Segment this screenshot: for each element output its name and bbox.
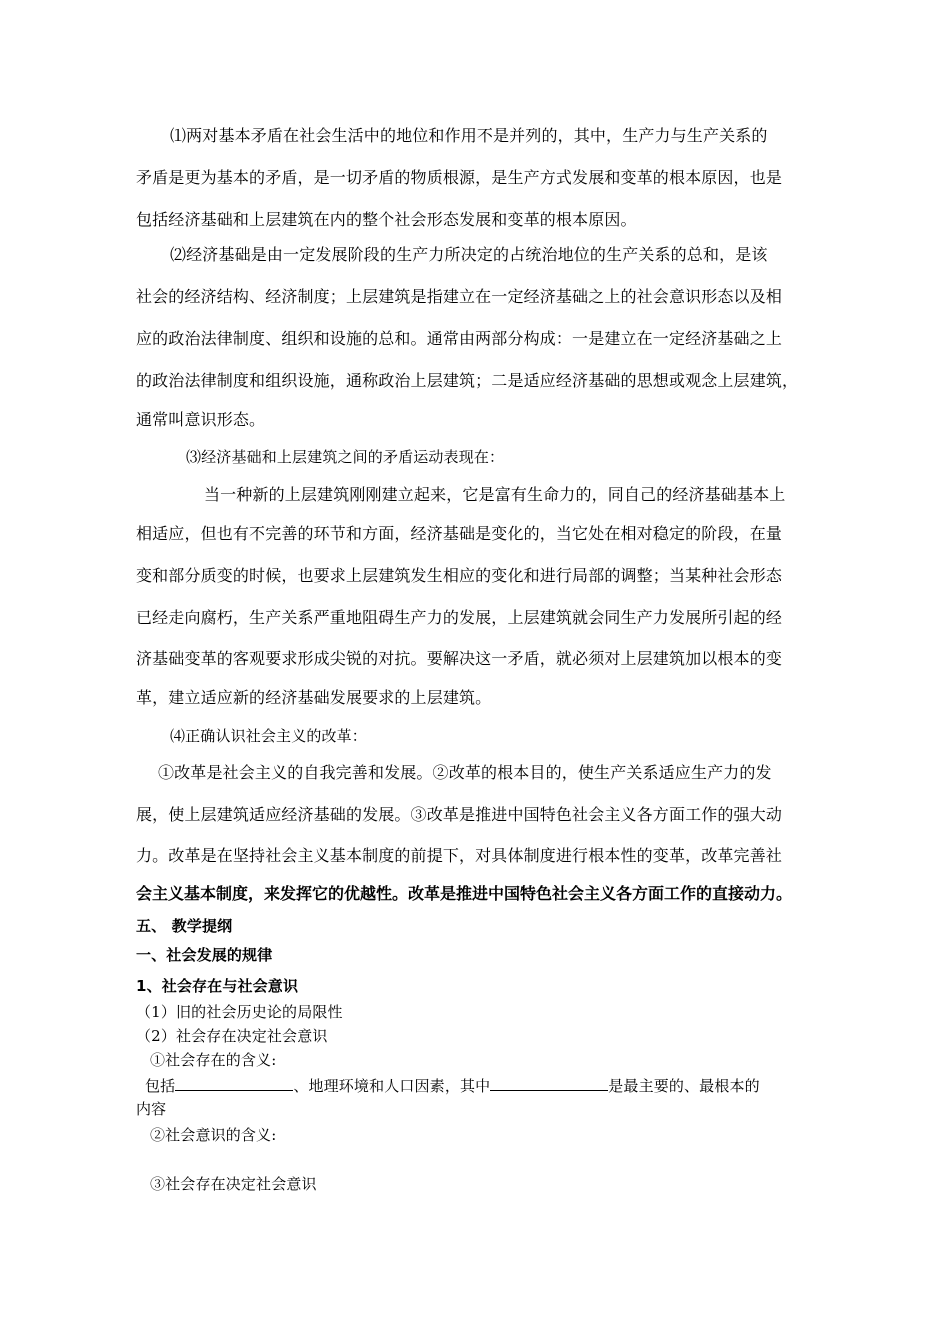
- paragraph-2-line-3: 应的政治法律制度、组织和设施的总和。通常由两部分构成：一是建立在一定经济基础之上: [136, 329, 783, 348]
- section-five-heading: 五、 教学提纲: [136, 917, 233, 935]
- paragraph-2-line-1: ⑵经济基础是由一定发展阶段的生产力所决定的占统治地位的生产关系的总和，是该: [170, 245, 768, 264]
- paragraph-3-line-5: 济基础变革的客观要求形成尖锐的对抗。要解决这一矛盾，就必须对上层建筑加以根本的变: [136, 649, 783, 668]
- question-1-fill-line: [145, 1075, 760, 1096]
- fill-blank-2[interactable]: [490, 1075, 608, 1091]
- question-1-middle: 、地理环境和人口因素，其中: [293, 1077, 491, 1095]
- paragraph-3-line-1: 当一种新的上层建筑刚刚建立起来，它是富有生命力的，同自己的经济基础基本上: [204, 485, 786, 504]
- question-3-label: ③社会存在决定社会意识: [150, 1175, 317, 1193]
- paragraph-3-line-3: 变和部分质变的时候，也要求上层建筑发生相应的变化和进行局部的调整；当某种社会形态: [136, 566, 783, 585]
- question-1-label: ①社会存在的含义:: [150, 1051, 277, 1069]
- paragraph-4-line-1: ①改革是社会主义的自我完善和发展。②改革的根本目的，使生产关系适应生产力的发: [158, 763, 772, 782]
- question-2-label: ②社会意识的含义:: [150, 1126, 277, 1144]
- question-1-continuation: 内容: [136, 1100, 167, 1118]
- outline-item-2: （2）社会存在决定社会意识: [136, 1027, 328, 1045]
- paragraph-2-line-5: 通常叫意识形态。: [136, 410, 266, 429]
- paragraph-3-heading: ⑶经济基础和上层建筑之间的矛盾运动表现在：: [186, 448, 505, 466]
- paragraph-1-line-2: 矛盾是更为基本的矛盾，是一切矛盾的物质根源，是生产方式发展和变革的根本原因，也是: [136, 168, 783, 187]
- question-1-prefix: 包括: [145, 1077, 176, 1095]
- question-1-suffix: 是最主要的、最根本的: [608, 1077, 760, 1095]
- paragraph-1-line-1: ⑴两对基本矛盾在社会生活中的地位和作用不是并列的，其中，生产力与生产关系的: [170, 126, 768, 145]
- paragraph-2-line-4: 的政治法律制度和组织设施，通称政治上层建筑；二是适应经济基础的思想或观念上层建筑，: [136, 371, 799, 390]
- paragraph-4-line-2: 展，使上层建筑适应经济基础的发展。③改革是推进中国特色社会主义各方面工作的强大动: [136, 805, 783, 824]
- outline-item-1: （1）旧的社会历史论的局限性: [136, 1003, 343, 1021]
- paragraph-2-line-2: 社会的经济结构、经济制度；上层建筑是指建立在一定经济基础之上的社会意识形态以及相: [136, 287, 783, 306]
- fill-blank-1[interactable]: [175, 1075, 293, 1091]
- paragraph-4-bold-line: 会主义基本制度，来发挥它的优越性。改革是推进中国特色社会主义各方面工作的直接动力。: [136, 884, 793, 903]
- paragraph-3-line-4: 已经走向腐朽，生产关系严重地阻碍生产力的发展，上层建筑就会同生产力发展所引起的经: [136, 608, 783, 627]
- subsection-heading: 1、社会存在与社会意识: [136, 977, 299, 995]
- section-one-heading: 一、社会发展的规律: [136, 946, 273, 964]
- paragraph-4-heading: ⑷正确认识社会主义的改革：: [170, 727, 367, 745]
- paragraph-4-line-3: 力。改革是在坚持社会主义基本制度的前提下，对具体制度进行根本性的变革，改革完善社: [136, 846, 783, 865]
- paragraph-3-line-2: 相适应，但也有不完善的环节和方面，经济基础是变化的，当它处在相对稳定的阶段，在量: [136, 524, 783, 543]
- paragraph-3-line-6: 革，建立适应新的经济基础发展要求的上层建筑。: [136, 688, 492, 707]
- paragraph-1-line-3: 包括经济基础和上层建筑在内的整个社会形态发展和变革的根本原因。: [136, 210, 637, 229]
